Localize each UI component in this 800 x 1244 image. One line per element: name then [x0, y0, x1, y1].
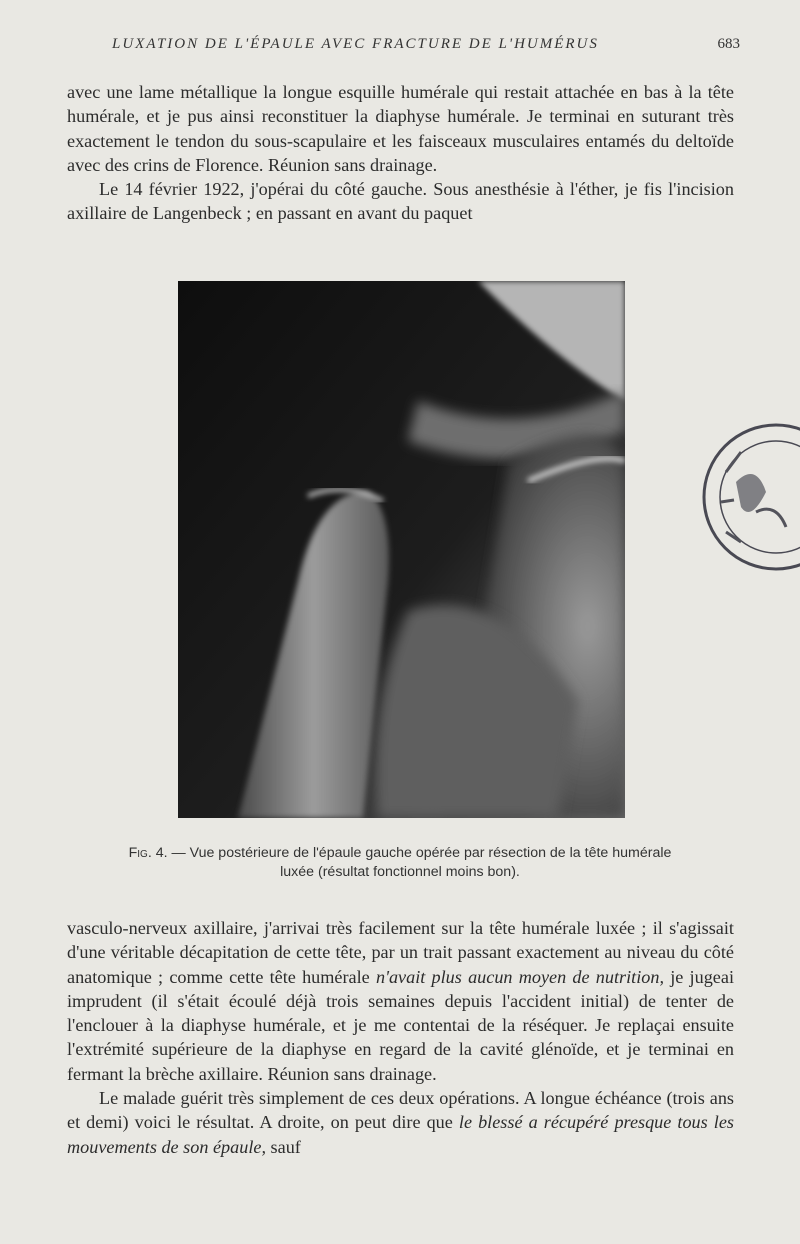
running-header: [112, 36, 740, 53]
text-run: je jugeai imprudent (il s'était écoulé déjà trois semaines depuis l'accident initial) de tenter de l'enclouer à la diaphyse humérale, et je me contentai de la réséquer. Je replaçai ensuite l'extrémité supérieure de la diaphyse en regard de la cavité glénoïde, et je terminai en fermant la brèche axillaire. Réunion sans drainage.: [67, 966, 734, 1084]
page-number: 683: [717, 36, 740, 52]
paragraph: [67, 916, 734, 1086]
italic-run: n'avait plus aucun moyen de nutrition,: [375, 966, 664, 987]
library-stamp: [696, 412, 800, 582]
figure-caption: [120, 844, 680, 882]
paragraph: avec une lame métallique la longue esquille humérale qui restait attachée en bas à la tête humérale, et je pus ainsi reconstituer la diaphyse humérale. Je terminai en suturant très exactement le tendon du sous-scapulaire et les faisceaux musculaires entamés du deltoïde avec des crins de Florence. Réunion sans drainage.: [67, 82, 734, 175]
xray-figure: [178, 281, 625, 818]
body-text-top: [67, 80, 734, 226]
text-run: sauf: [270, 1136, 301, 1157]
running-title: LUXATION DE L'ÉPAULE AVEC FRACTURE DE L'HUMÉRUS: [112, 36, 599, 52]
caption-text: — Vue postérieure de l'épaule gauche opérée par résection de la tête humérale luxée (résultat fonctionnel moins bon).: [171, 845, 672, 880]
paragraph: Le 14 février 1922, j'opérai du côté gauche. Sous anesthésie à l'éther, je fis l'incision axillaire de Langenbeck ; en passant en avant du paquet: [67, 179, 734, 224]
text-run: vasculo-nerveux axillaire, j'arrivai très facilement sur la tête humérale luxée ; il s'agissait d'une véritable décapitation de cette tête, par un trait passant exactement au niveau du côté anatomique ; comme cette tête humérale: [67, 918, 734, 987]
italic-run: le blessé a récupéré presque tous les mouvements de son épaule,: [67, 1112, 734, 1157]
figure-label: Fig. 4.: [128, 845, 168, 861]
text-run: Le malade guérit très simplement de ces deux opérations. A longue échéance (trois ans et demi) voici le résultat. A droite, on peut dire que: [67, 1088, 734, 1133]
paragraph: [67, 1086, 734, 1159]
body-text-bottom: [67, 916, 734, 1159]
